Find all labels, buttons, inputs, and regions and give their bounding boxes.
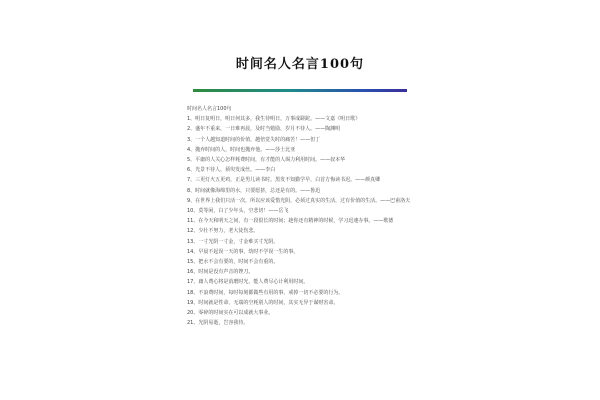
list-item: 7、三更灯火五更鸡，正是男儿读书时。黑发不知勤学早，白首方悔读书迟。——颜真卿 bbox=[187, 177, 381, 184]
page-title: 时间名人名言100句 bbox=[235, 57, 365, 72]
list-item: 20、零碎的时间实在可以成就大事业。 bbox=[187, 310, 274, 317]
quote-list bbox=[187, 104, 427, 328]
list-item: 5、平庸的人关心怎样耗费时间，有才能的人竭力利用时间。——叔本华 bbox=[187, 157, 346, 164]
list-item: 6、光景不待人，须臾发成丝。——李白 bbox=[187, 167, 276, 174]
list-item: 14、早晨不起误一天的事，幼时不学误一生的事。 bbox=[187, 248, 299, 255]
list-item: 2、盛年不重来，一日难再晨，及时当勉励，岁月不待人。——陶渊明 bbox=[187, 126, 341, 133]
list-item: 15、把水不会有要的，时间不会有重的。 bbox=[187, 259, 279, 266]
list-item: 18、不浪费时间，每时每刻都做些有用的事，戒掉一切不必要的行为。 bbox=[187, 289, 344, 296]
list-item: 4、抛弃时间的人，时间也抛弃他。——莎士比亚 bbox=[187, 146, 296, 153]
list-item: 21、光阴易逝，岂容我待。 bbox=[187, 320, 249, 327]
list-item: 1、明日复明日，明日何其多，我生待明日，万事成蹉跎。——文嘉《明日歌》 bbox=[187, 116, 361, 123]
list-item: 3、一个人越知道时间的价值，越倍觉失时的痛苦！——但丁 bbox=[187, 136, 321, 143]
list-item: 11、在今天和明天之间，有一段很长的时间；趁你还有精神的时候，学习迅速办事。——歌德 bbox=[187, 218, 394, 225]
list-item: 12、少壮不努力，老大徒伤悲。 bbox=[187, 228, 259, 235]
list-item: 13、一寸光阴一寸金，寸金难买寸光阴。 bbox=[187, 238, 279, 245]
list-item: 10、莫等闲，白了少年头，空悲切！——岳飞 bbox=[187, 208, 289, 215]
list-item: 17、庸人费心将是消磨时光，能人费尽心计利用时间。 bbox=[187, 279, 309, 286]
list-item: 16、时间是没有声音的锉刀。 bbox=[187, 269, 254, 276]
list-heading: 时间名人名言100句 bbox=[187, 106, 232, 112]
list-item: 19、时间就是性命，无端的空耗别人的时间，其实无异于谋财害命。 bbox=[187, 299, 339, 306]
list-item: 9、在世界上我们只活一次，所以应该爱惜光阴，必须过真实的生活，过有价值的生活。——巴甫洛夫 bbox=[187, 197, 411, 204]
title-divider bbox=[193, 89, 407, 92]
list-item: 8、时间就像海绵里的水，只要愿挤，总还是有的。——鲁迅 bbox=[187, 187, 321, 194]
